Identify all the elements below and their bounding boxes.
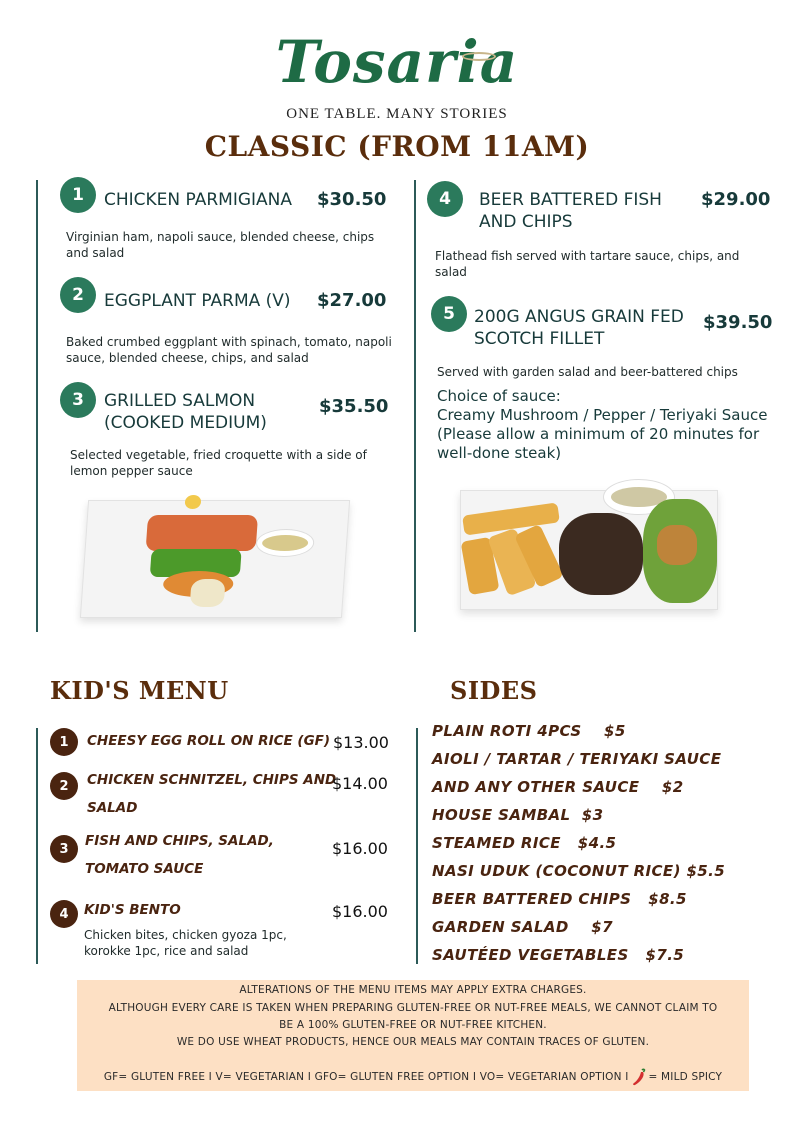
kids-item-name-line-1: FISH AND CHIPS, SALAD, bbox=[85, 833, 274, 849]
sides-item: BEER BATTERED CHIPS $8.5 bbox=[432, 890, 687, 908]
kids-item-price: $16.00 bbox=[332, 839, 388, 858]
item-name-line-1: 200G ANGUS GRAIN FED bbox=[474, 307, 684, 327]
kids-item-name-line-2: TOMATO SAUCE bbox=[85, 861, 204, 877]
kids-number-badge: 2 bbox=[50, 772, 78, 800]
kids-item-price: $14.00 bbox=[332, 774, 388, 793]
salmon-fillet-shape bbox=[146, 515, 259, 551]
kids-item-price: $13.00 bbox=[333, 733, 389, 752]
kids-item-name: KID'S BENTO bbox=[84, 902, 181, 918]
notice-line-1: ALTERATIONS OF THE MENU ITEMS MAY APPLY EXTRA CHARGES. bbox=[239, 984, 587, 996]
allergen-notice bbox=[77, 980, 749, 1091]
divider-sides bbox=[416, 728, 418, 964]
kids-item-price: $16.00 bbox=[332, 902, 388, 921]
notice-line-3: BE A 100% GLUTEN-FREE OR NUT-FREE KITCHEN. bbox=[279, 1019, 547, 1031]
kids-number-badge: 1 bbox=[50, 728, 78, 756]
kids-item-name-line-1: CHICKEN SCHNITZEL, CHIPS AND bbox=[87, 772, 337, 788]
item-number-badge: 5 bbox=[431, 296, 467, 332]
legend-spicy-text: = MILD SPICY bbox=[648, 1071, 723, 1083]
kids-menu-title: KID'S MENU bbox=[50, 676, 229, 705]
steak-dish-photo bbox=[460, 490, 718, 610]
lemon-shape bbox=[184, 495, 201, 509]
salmon-dish-photo bbox=[80, 500, 350, 618]
sauce-note-line-3: (Please allow a minimum of 20 minutes for bbox=[437, 425, 760, 443]
sides-item: SAUTÉED VEGETABLES $7.5 bbox=[432, 946, 685, 964]
item-number-badge: 3 bbox=[60, 382, 96, 418]
item-number-badge: 1 bbox=[60, 177, 96, 213]
cauliflower-shape bbox=[190, 579, 226, 607]
page-title: CLASSIC (FROM 11AM) bbox=[204, 130, 590, 163]
item-description: Selected vegetable, fried croquette with a side of lemon pepper sauce bbox=[70, 448, 367, 478]
item-price: $30.50 bbox=[317, 189, 387, 210]
sauce-note-line-2: Creamy Mushroom / Pepper / Teriyaki Sauce bbox=[437, 406, 768, 424]
steak-shape bbox=[559, 513, 643, 595]
sides-item: PLAIN ROTI 4PCS $5 bbox=[432, 722, 626, 740]
notice-line-4: WE DO USE WHEAT PRODUCTS, HENCE OUR MEALS MAY CONTAIN TRACES OF GLUTEN. bbox=[176, 1036, 650, 1048]
divider-kids bbox=[36, 728, 38, 964]
sauce-note-line-1: Choice of sauce: bbox=[437, 387, 561, 405]
item-name: CHICKEN PARMIGIANA bbox=[104, 190, 292, 210]
sides-item: GARDEN SALAD $7 bbox=[432, 918, 613, 936]
kids-item-description-line-1: Chicken bites, chicken gyoza 1pc, bbox=[84, 928, 287, 942]
legend-text: GF= GLUTEN FREE I V= VEGETARIAN I GFO= GLUTEN FREE OPTION I VO= VEGETARIAN OPTION I bbox=[103, 1071, 629, 1083]
item-price: $27.00 bbox=[317, 290, 387, 311]
kids-item-description-line-2: korokke 1pc, rice and salad bbox=[84, 944, 249, 958]
sides-item: HOUSE SAMBAL $3 bbox=[432, 806, 604, 824]
item-name-line-1: GRILLED SALMON bbox=[104, 391, 256, 411]
divider-middle bbox=[414, 180, 416, 632]
divider-left bbox=[36, 180, 38, 632]
kids-number-badge: 4 bbox=[50, 900, 78, 928]
item-name-line-2: SCOTCH FILLET bbox=[474, 329, 605, 349]
legend-line bbox=[77, 1068, 749, 1086]
sauce-note-line-4: well-done steak) bbox=[437, 444, 562, 462]
sides-title: SIDES bbox=[450, 676, 538, 705]
item-number-badge: 4 bbox=[427, 181, 463, 217]
item-price: $39.50 bbox=[703, 312, 773, 333]
item-price: $35.50 bbox=[319, 396, 389, 417]
item-name-line-2: AND CHIPS bbox=[479, 212, 573, 232]
item-description: Baked crumbed eggplant with spinach, tomato, napoli sauce, blended cheese, chips, and salad bbox=[66, 335, 392, 365]
item-description: Flathead fish served with tartare sauce, chips, and salad bbox=[435, 249, 740, 279]
item-name-line-1: BEER BATTERED FISH bbox=[479, 190, 662, 210]
chili-icon bbox=[631, 1068, 647, 1086]
item-name-line-2: (COOKED MEDIUM) bbox=[104, 413, 267, 433]
kids-number-badge: 3 bbox=[50, 835, 78, 863]
kids-item-name-line-2: SALAD bbox=[87, 800, 138, 816]
tagline: ONE TABLE. MANY STORIES bbox=[286, 106, 508, 122]
logo-accent-icon bbox=[462, 52, 496, 61]
item-description: Served with garden salad and beer-battered chips bbox=[437, 365, 738, 379]
item-name: EGGPLANT PARMA (V) bbox=[104, 291, 291, 311]
notice-line-2: ALTHOUGH EVERY CARE IS TAKEN WHEN PREPARING GLUTEN-FREE OR NUT-FREE MEALS, WE CANNOT CLAIM TO bbox=[108, 1002, 718, 1014]
carrot-shape bbox=[657, 525, 697, 565]
sides-item: AND ANY OTHER SAUCE $2 bbox=[432, 778, 684, 796]
logo: Tosaria bbox=[275, 28, 519, 96]
item-price: $29.00 bbox=[701, 189, 771, 210]
sides-item: NASI UDUK (COCONUT RICE) $5.5 bbox=[432, 862, 726, 880]
sides-item: STEAMED RICE $4.5 bbox=[432, 834, 617, 852]
item-description: Virginian ham, napoli sauce, blended cheese, chips and salad bbox=[66, 230, 375, 260]
item-number-badge: 2 bbox=[60, 277, 96, 313]
kids-item-name: CHEESY EGG ROLL ON RICE (GF) bbox=[87, 733, 331, 749]
sides-item: AIOLI / TARTAR / TERIYAKI SAUCE bbox=[432, 750, 722, 768]
